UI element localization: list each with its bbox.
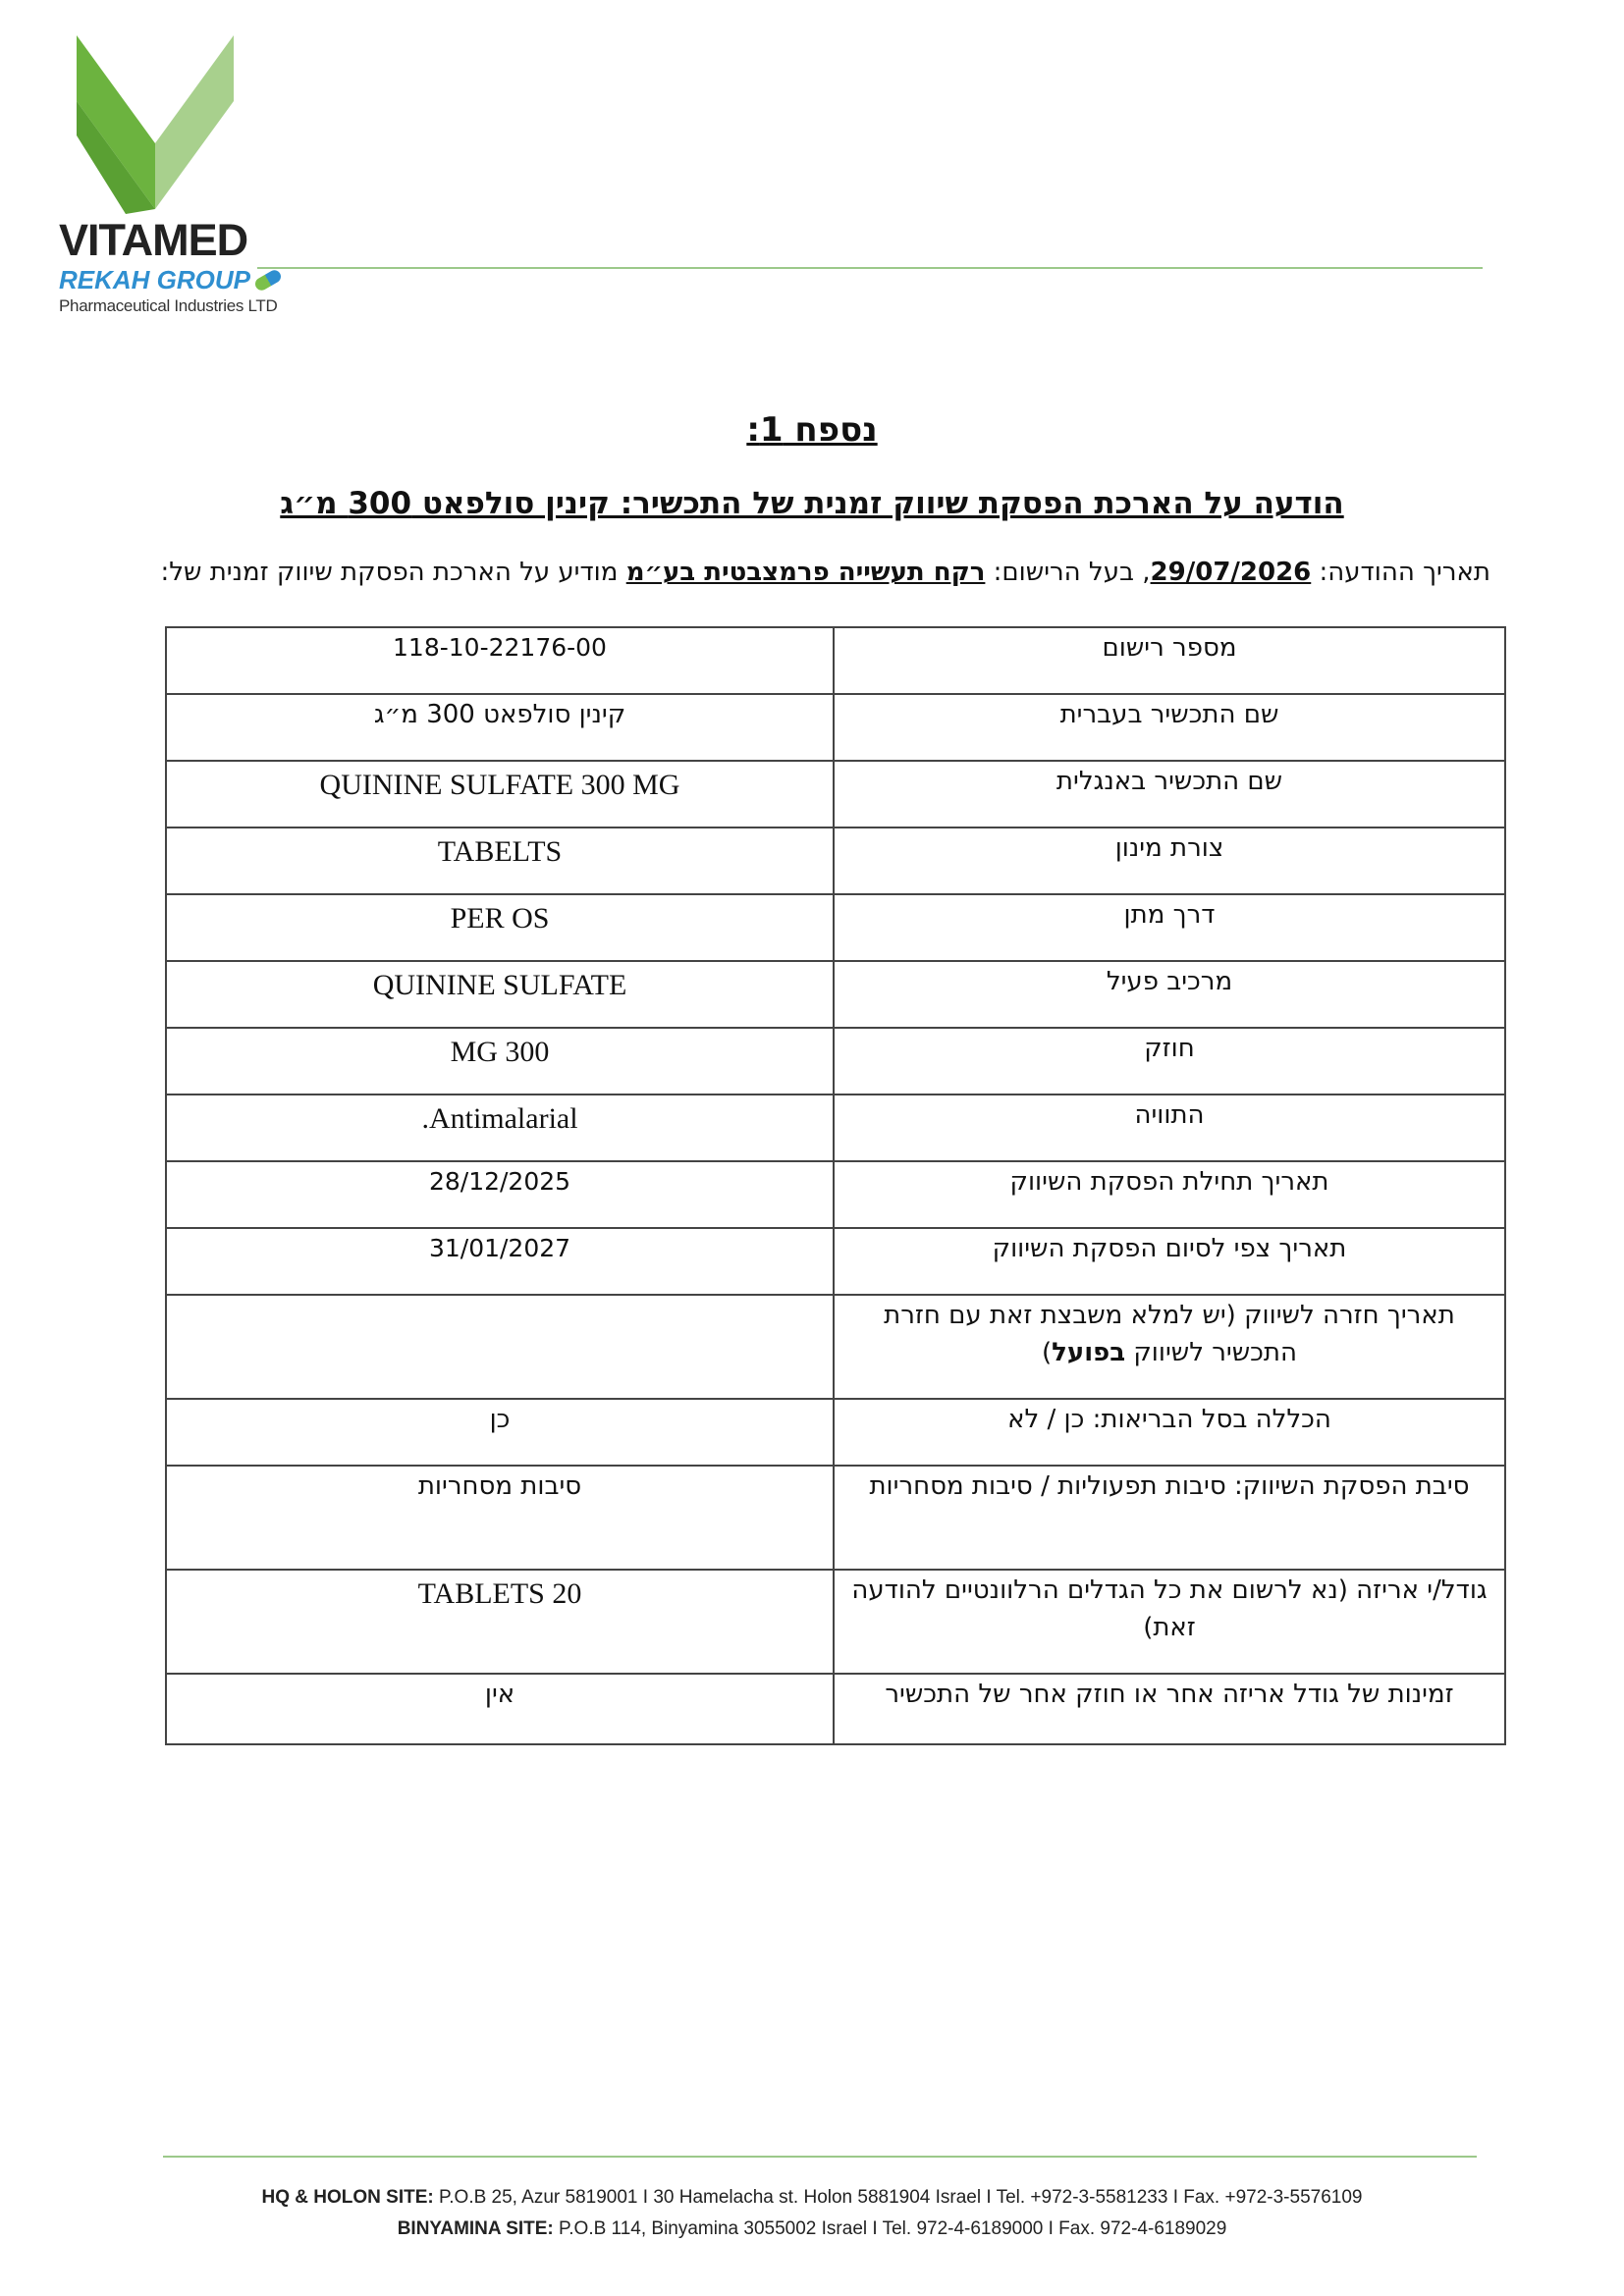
- row-value: QUININE SULFATE 300 MG: [166, 761, 834, 828]
- product-info-table: [165, 626, 1506, 1745]
- row-label: זמינות של גודל אריזה אחר או חוזק אחר של התכשיר: [834, 1674, 1505, 1744]
- intro-suffix: מודיע על הארכת הפסקת שיווק זמנית של:: [160, 558, 626, 587]
- row-label: תאריך צפי לסיום הפסקת השיווק: [834, 1228, 1505, 1295]
- row-label-text: תאריך חזרה לשיווק (יש למלא משבצת זאת עם חזרת התכשיר לשיווק: [884, 1301, 1455, 1367]
- row-value: [166, 1295, 834, 1399]
- v-leaf-icon: [57, 27, 253, 219]
- table-row: [166, 1570, 1505, 1674]
- row-value: TABELTS: [166, 828, 834, 894]
- row-label: תאריך תחילת הפסקת השיווק: [834, 1161, 1505, 1228]
- row-label: מרכיב פעיל: [834, 961, 1505, 1028]
- row-label: מספר רישום: [834, 627, 1505, 694]
- footer-bin-text: P.O.B 114, Binyamina 3055002 Israel I Tel. 972-4-6189000 I Fax. 972-4-6189029: [559, 2218, 1227, 2239]
- row-value: 20 TABLETS: [166, 1570, 834, 1674]
- table-row: [166, 894, 1505, 961]
- row-label: צורת מינון: [834, 828, 1505, 894]
- table-row: [166, 1466, 1505, 1570]
- row-label: [834, 1295, 1505, 1399]
- table-row: [166, 694, 1505, 761]
- footer-hq: [0, 2187, 1624, 2209]
- table-row: [166, 1028, 1505, 1095]
- brand-block: [59, 215, 282, 316]
- notice-title: הודעה על הארכת הפסקת שיווק זמנית של התכשיר: קינין סולפאט 300 מ״ג: [280, 486, 1344, 521]
- brand-name: VITAMED: [59, 215, 248, 265]
- row-value: סיבות מסחריות: [166, 1466, 834, 1570]
- row-value: 28/12/2025: [166, 1161, 834, 1228]
- table-row: [166, 1228, 1505, 1295]
- header-divider: [257, 267, 1483, 269]
- row-value: כן: [166, 1399, 834, 1466]
- brand-tagline: Pharmaceutical Industries LTD: [59, 295, 278, 315]
- row-value: Antimalarial.: [166, 1095, 834, 1161]
- row-value: PER OS: [166, 894, 834, 961]
- intro-prefix: תאריך ההודעה:: [1311, 558, 1490, 587]
- intro-middle: , בעל הרישום:: [985, 558, 1151, 587]
- row-value: 31/01/2027: [166, 1228, 834, 1295]
- row-label: דרך מתן: [834, 894, 1505, 961]
- row-label: שם התכשיר באנגלית: [834, 761, 1505, 828]
- footer-divider: [163, 2156, 1477, 2158]
- table-row: [166, 1674, 1505, 1744]
- notice-intro: [0, 558, 1490, 587]
- row-value: 118-10-22176-00: [166, 627, 834, 694]
- brand-group: [59, 266, 282, 294]
- row-label: גודל/י אריזה (נא לרשום את כל הגדלים הרלוונטיים להודעה זאת): [834, 1570, 1505, 1674]
- table-row: [166, 1399, 1505, 1466]
- table-row: [166, 828, 1505, 894]
- table-row: [166, 1095, 1505, 1161]
- row-label: שם התכשיר בעברית: [834, 694, 1505, 761]
- brand-group-text: REKAH GROUP: [59, 265, 251, 294]
- row-label: חוזק: [834, 1028, 1505, 1095]
- footer-binyamina: [0, 2218, 1624, 2240]
- appendix-title: נספח 1:: [746, 410, 878, 450]
- capsule-icon: [253, 268, 284, 293]
- row-label: סיבת הפסקת השיווק: סיבות תפעוליות / סיבות מסחריות: [834, 1466, 1505, 1570]
- table-row: [166, 627, 1505, 694]
- table-row: [166, 1161, 1505, 1228]
- table-row: [166, 761, 1505, 828]
- footer-hq-label: HQ & HOLON SITE:: [261, 2187, 434, 2208]
- registration-holder: רקח תעשייה פרמצבטית בע״מ: [625, 558, 986, 587]
- row-label-emphasis: בפועל: [1052, 1337, 1126, 1367]
- row-label-close: ): [1042, 1337, 1053, 1367]
- table-row: [166, 961, 1505, 1028]
- row-value: 300 MG: [166, 1028, 834, 1095]
- row-label: התוויה: [834, 1095, 1505, 1161]
- row-value: אין: [166, 1674, 834, 1744]
- notice-date: 29/07/2026: [1150, 558, 1312, 587]
- row-value: QUININE SULFATE: [166, 961, 834, 1028]
- row-label: הכללה בסל הבריאות: כן / לא: [834, 1399, 1505, 1466]
- row-value: קינין סולפאט 300 מ״ג: [166, 694, 834, 761]
- table-row: [166, 1295, 1505, 1399]
- footer-bin-label: BINYAMINA SITE:: [397, 2218, 554, 2239]
- footer-hq-text: P.O.B 25, Azur 5819001 I 30 Hamelacha st. Holon 5881904 Israel I Tel. +972-3-5581233 I Fax. +972-3-5576109: [439, 2187, 1363, 2208]
